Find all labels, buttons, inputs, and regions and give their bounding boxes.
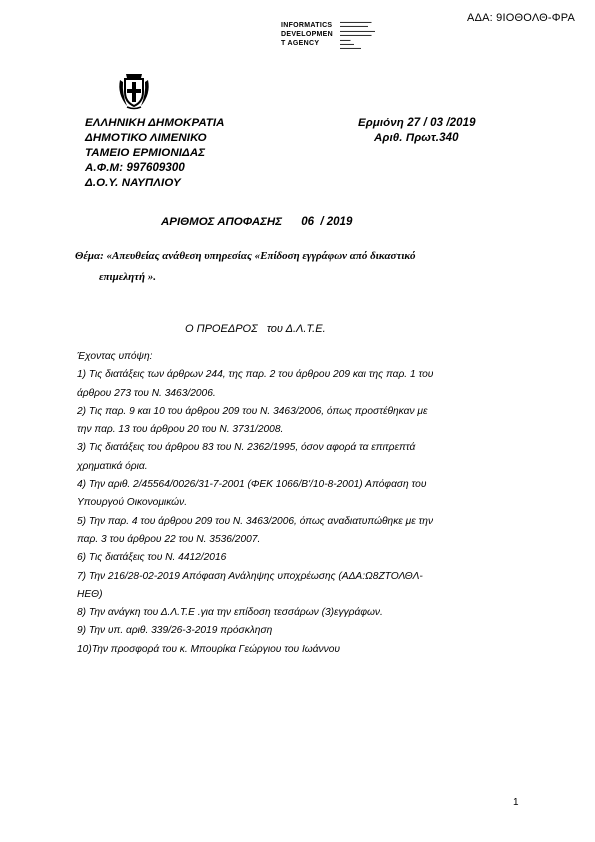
body-line: άρθρου 273 του Ν. 3463/2006. — [77, 387, 216, 399]
body-line: 7) Την 216/28-02-2019 Απόφαση Ανάληψης υποχρέωσης (ΑΔΑ:Ω8ΖΤΟΛΘΛ- — [77, 570, 423, 582]
body-line: 10)Την προσφορά του κ. Μπουρίκα Γεώργιου του Ιωάννου — [77, 643, 340, 655]
body-line: 3) Τις διατάξεις του άρθρου 83 του Ν. 2362/1995, όσον αφορά τα επιτρεπτά — [77, 442, 416, 454]
body-line: Έχοντας υπόψη: — [77, 351, 153, 362]
body-line: 4) Την αριθ. 2/45564/0026/31-7-2001 (ΦΕΚ 1066/Β'/10-8-2001) Απόφαση του — [77, 479, 427, 491]
greek-coat-of-arms-icon — [117, 72, 151, 110]
digital-signature-stamp: ▬▬▬▬▬▬▬▬▬ ▬▬▬▬▬▬▬▬ ▬▬▬▬▬▬▬▬▬▬ ▬▬▬▬▬▬▬▬▬ ▬▬▬ ▬▬▬▬ ▬▬▬▬▬▬ — [340, 20, 375, 51]
body-line: 5) Την παρ. 4 του άρθρου 209 του Ν. 3463/2006, όπως αναδιατυπώθηκε με την — [77, 515, 434, 527]
issuer-block — [85, 116, 225, 191]
body-line: 1) Τις διατάξεις των άρθρων 244, της παρ. 2 του άρθρου 209 και της παρ. 1 του — [77, 369, 434, 381]
date-protocol-block — [358, 116, 476, 146]
considerations-list — [77, 348, 517, 659]
body-line: την παρ. 13 του άρθρου 20 του Ν. 3731/2008. — [77, 424, 284, 436]
agency-line: INFORMATICS — [281, 22, 333, 29]
decision-number: ΑΡΙΘΜΟΣ ΑΠΟΦΑΣΗΣ 06 / 2019 — [161, 216, 353, 228]
issuer-line: Α.Φ.Μ: 997609300 — [85, 162, 185, 174]
body-line: 6) Τις διατάξεις του Ν. 4412/2016 — [77, 552, 227, 564]
body-line: Υπουργού Οικονομικών. — [77, 497, 188, 509]
body-line: 9) Την υπ. αριθ. 339/26-3-2019 πρόσκληση — [77, 625, 273, 637]
issuer-line: ΔΗΜΟΤΙΚΟ ΛΙΜΕΝΙΚΟ — [85, 132, 207, 144]
date-line: Ερμιόνη 27 / 03 /2019 — [358, 117, 476, 129]
body-line: 8) Την ανάγκη του Δ.Λ.Τ.Ε .για την επίδοση τεσσάρων (3)εγγράφων. — [77, 607, 383, 619]
body-line: χρηματικά όρια. — [77, 460, 148, 472]
body-line: παρ. 3 του άρθρου 22 του Ν. 3536/2007. — [77, 533, 261, 545]
body-line: 2) Τις παρ. 9 και 10 του άρθρου 209 του Ν. 3463/2006, όπως προστέθηκαν με — [77, 405, 428, 417]
president-heading: Ο ΠΡΟΕΔΡΟΣ του Δ.Λ.Τ.Ε. — [185, 323, 326, 335]
protocol-number: Αριθ. Πρωτ.340 — [374, 132, 459, 144]
agency-logo-text — [281, 21, 333, 48]
subject-line: Θέμα: «Απευθείας ανάθεση υπηρεσίας «Επίδοση εγγράφων από δικαστικό — [75, 250, 416, 262]
ada-code: ΑΔΑ: 9ΙΟΘΟΛΘ-ΦΡΑ — [467, 12, 575, 24]
agency-line: T AGENCY — [281, 40, 320, 47]
issuer-line: ΕΛΛΗΝΙΚΗ ΔΗΜΟΚΡΑΤΙΑ — [85, 117, 225, 129]
subject-line: επιμελητή ». — [99, 271, 157, 283]
page-number: 1 — [513, 797, 519, 808]
subject — [75, 246, 515, 288]
body-line: ΗΕΘ) — [77, 588, 103, 600]
issuer-line: ΤΑΜΕΙΟ ΕΡΜΙΟΝΙΔΑΣ — [85, 147, 206, 159]
issuer-line: Δ.Ο.Υ. ΝΑΥΠΛΙΟΥ — [85, 177, 181, 189]
agency-line: DEVELOPMEN — [281, 31, 334, 38]
